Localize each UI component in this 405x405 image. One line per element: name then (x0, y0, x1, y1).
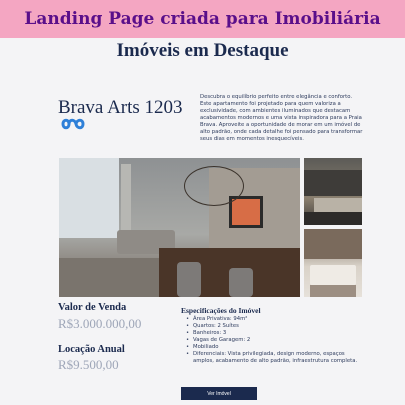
living-room-photo[interactable] (59, 158, 300, 297)
spec-item: • Banheiros: 3 (186, 330, 366, 337)
kitchen-photo[interactable] (304, 158, 362, 225)
view-property-button[interactable]: Ver Imóvel (181, 387, 257, 400)
spec-item: • Vagas de Garagem: 2 (186, 337, 366, 344)
infinity-icon (58, 117, 88, 131)
specs-title: Especificações do Imóvel (181, 306, 261, 315)
photo-gallery (59, 158, 362, 297)
rent-price-label: Locação Anual (58, 344, 125, 355)
bedroom-photo[interactable] (304, 229, 362, 297)
spec-item: • Quartos: 2 Suítes (186, 323, 366, 330)
sale-price-value: R$3.000.000,00 (58, 316, 142, 331)
property-description: Descubra o equilíbrio perfeito entre elegância e conforto. Este apartamento foi projetado para quem valoriza a exclusividade, com ambientes iluminados que destacam acabamentos modernos e uma vista inspiradora para a Praia Brava. Aproveite a oportunidade de morar em um imóvel de alto padrão, onde cada detalhe foi pensado para transformar seus dias em momentos inesquecíveis. (200, 94, 363, 142)
rent-price-value: R$9.500,00 (58, 357, 119, 372)
banner-title: Landing Page criada para Imobiliária (24, 9, 381, 29)
section-title: Imóveis em Destaque (116, 40, 289, 61)
sale-price-label: Valor de Venda (58, 302, 127, 313)
property-name: Brava Arts 1203 (58, 97, 183, 118)
specs-list (186, 316, 366, 365)
spec-item: • Diferenciais: Vista privilegiada, design moderno, espaços amplos, acabamento de alto padrão, infraestrutura completa. (186, 351, 366, 365)
spec-item: • Mobiliado (186, 344, 366, 351)
spec-item: • Área Privativa: 94m² (186, 316, 366, 323)
top-banner (0, 0, 405, 38)
